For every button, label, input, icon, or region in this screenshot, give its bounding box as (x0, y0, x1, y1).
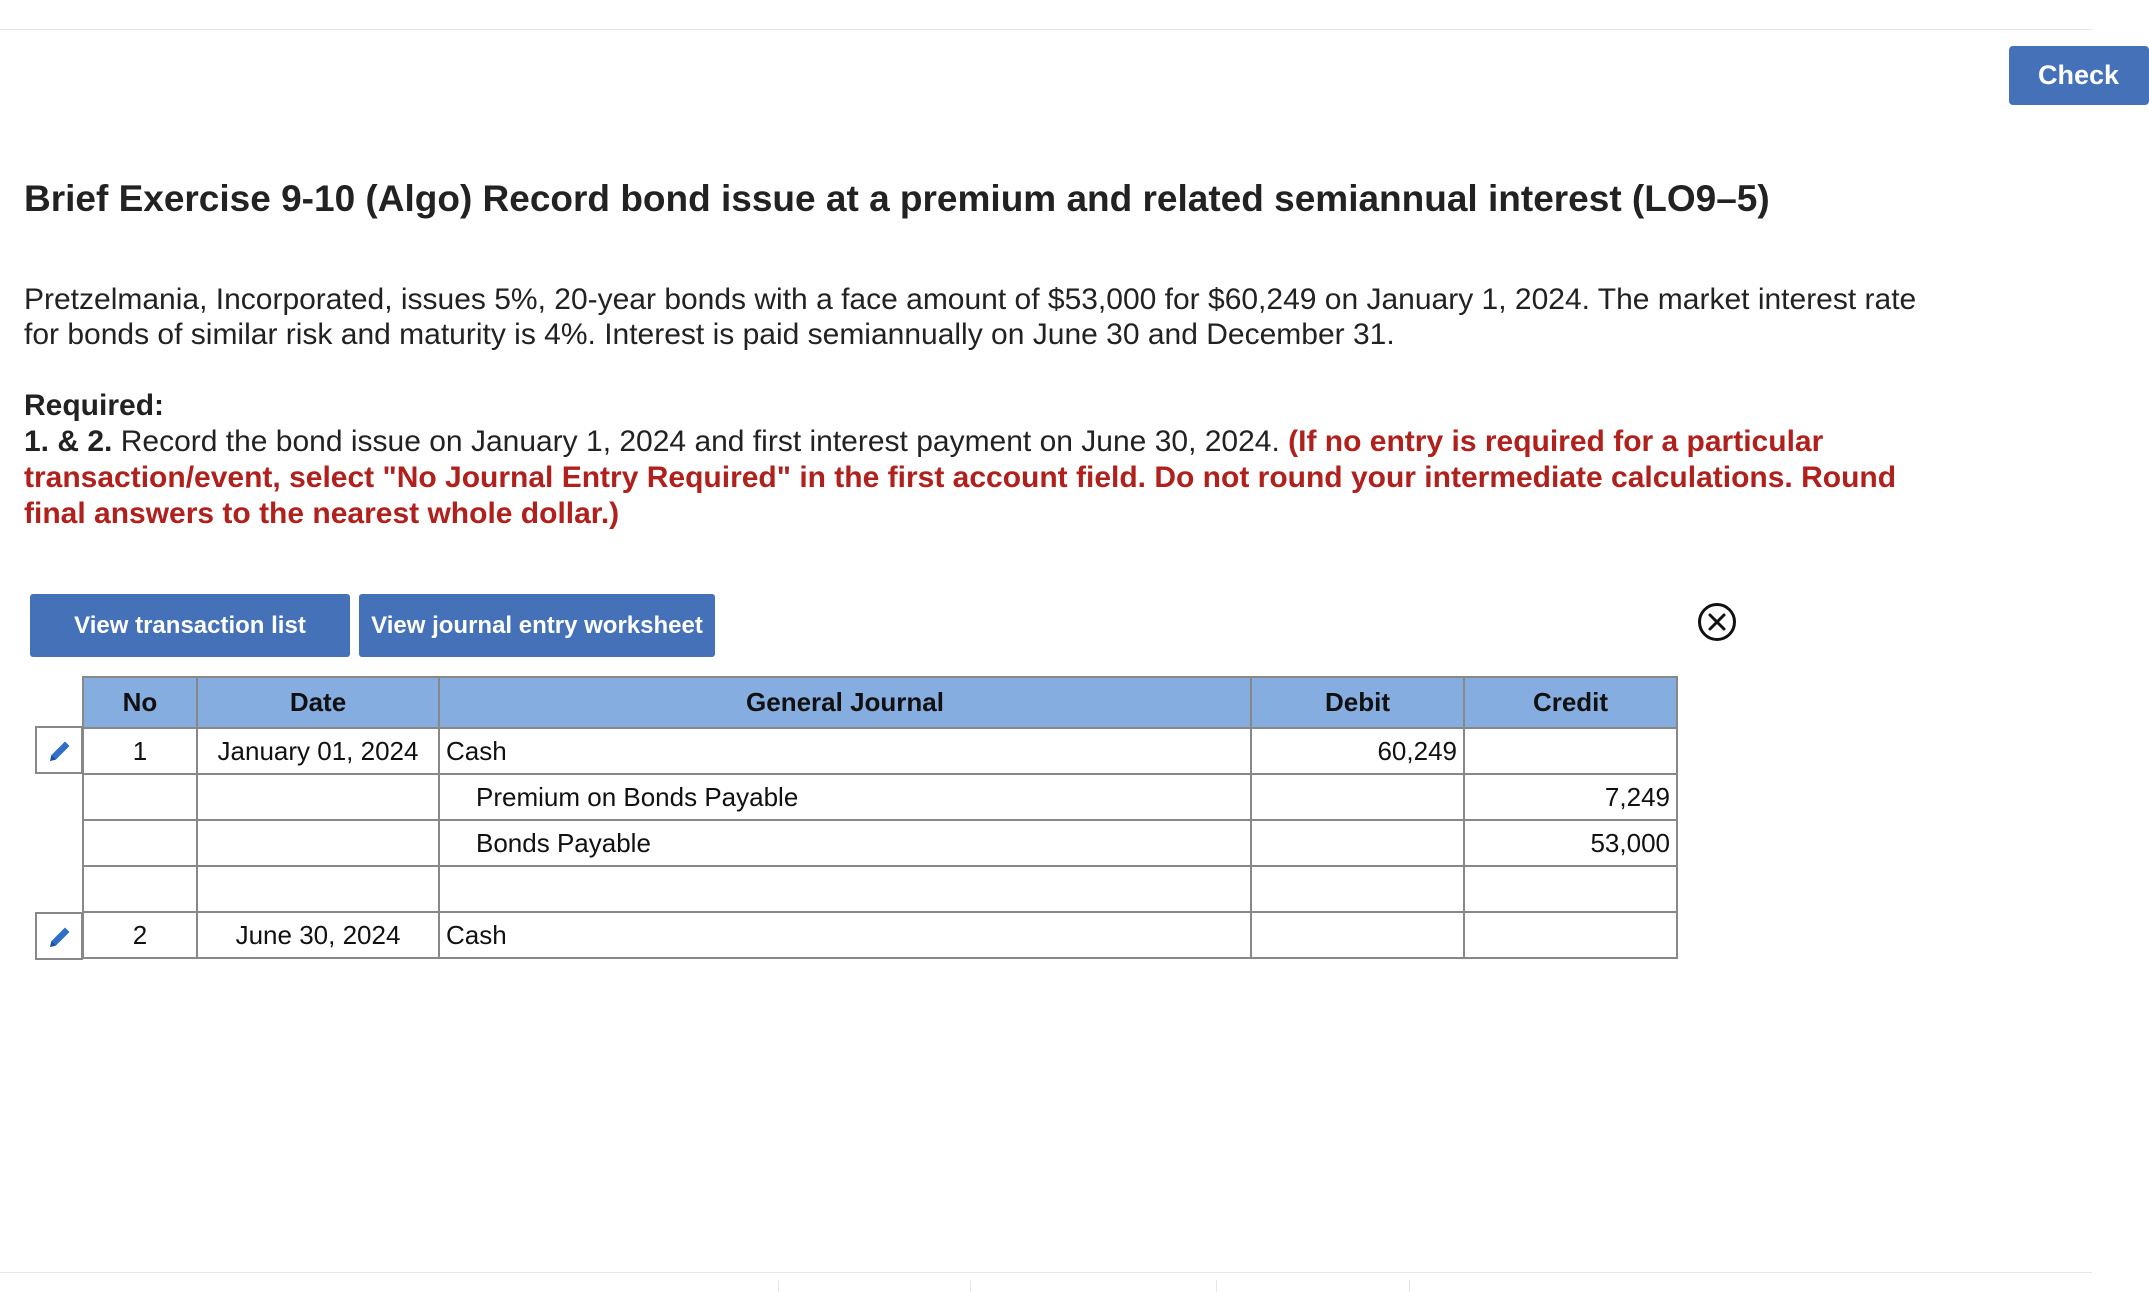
top-divider (0, 29, 2092, 30)
table-row[interactable] (83, 912, 1677, 958)
table-row[interactable] (83, 866, 1677, 912)
bottom-divider-tick (1216, 1280, 1217, 1292)
row-date (197, 866, 439, 912)
row-account (439, 866, 1251, 912)
row-account: Cash (439, 912, 1251, 958)
table-row[interactable] (83, 820, 1677, 866)
part-label: 1. & 2. (24, 425, 113, 458)
required-section (24, 388, 1924, 532)
header-credit: Credit (1464, 677, 1677, 728)
row-account: Bonds Payable (439, 820, 1251, 866)
row-debit: 60,249 (1251, 728, 1464, 774)
row-debit (1251, 866, 1464, 912)
row-account: Premium on Bonds Payable (439, 774, 1251, 820)
row-no (83, 774, 197, 820)
row-debit (1251, 774, 1464, 820)
pencil-icon (46, 737, 74, 765)
view-journal-entry-worksheet-button[interactable]: View journal entry worksheet (359, 594, 715, 657)
table-row[interactable] (83, 728, 1677, 774)
bottom-divider-tick (778, 1280, 779, 1292)
bottom-divider-tick (1409, 1280, 1410, 1292)
row-debit (1251, 820, 1464, 866)
check-button[interactable]: Check (2009, 46, 2149, 105)
view-transaction-list-button[interactable]: View transaction list (30, 594, 350, 657)
pencil-icon (46, 923, 74, 951)
row-no: 1 (83, 728, 197, 774)
row-credit (1464, 728, 1677, 774)
bottom-divider-tick (970, 1280, 971, 1292)
header-no: No (83, 677, 197, 728)
row-no (83, 820, 197, 866)
row-account: Cash (439, 728, 1251, 774)
row-debit (1251, 912, 1464, 958)
row-date (197, 774, 439, 820)
row-date: June 30, 2024 (197, 912, 439, 958)
header-general-journal: General Journal (439, 677, 1251, 728)
row-credit (1464, 912, 1677, 958)
close-icon[interactable] (1697, 602, 1737, 642)
instruction-text: (If no entry is required for a particular transaction/event, select "No Journal Entry Required" in the first account field. Do not round your intermediate calculations. Round final answers to the nearest whole dollar.) (24, 425, 1897, 530)
general-journal-table (82, 676, 1678, 959)
required-label: Required: (24, 389, 165, 422)
row-no (83, 866, 197, 912)
problem-statement: Pretzelmania, Incorporated, issues 5%, 20-year bonds with a face amount of $53,000 for $60,249 on January 1, 2024. The market interest rate for bonds of similar risk and maturity is 4%. Interest is paid semiannually on June 30 and December 31. (24, 283, 1917, 351)
row-credit: 7,249 (1464, 774, 1677, 820)
table-row[interactable] (83, 774, 1677, 820)
table-header-row (83, 677, 1677, 728)
row-date: January 01, 2024 (197, 728, 439, 774)
bottom-divider (0, 1272, 2092, 1273)
edit-entry-1-button[interactable] (35, 726, 83, 774)
part-text: Record the bond issue on January 1, 2024 and first interest payment on June 30, 2024. (120, 425, 1280, 458)
edit-entry-2-button[interactable] (35, 912, 83, 960)
exercise-title: Brief Exercise 9-10 (Algo) Record bond issue at a premium and related semiannual interest (LO9–5) (24, 178, 1770, 219)
row-credit (1464, 866, 1677, 912)
row-no: 2 (83, 912, 197, 958)
header-date: Date (197, 677, 439, 728)
header-debit: Debit (1251, 677, 1464, 728)
row-date (197, 820, 439, 866)
row-credit: 53,000 (1464, 820, 1677, 866)
